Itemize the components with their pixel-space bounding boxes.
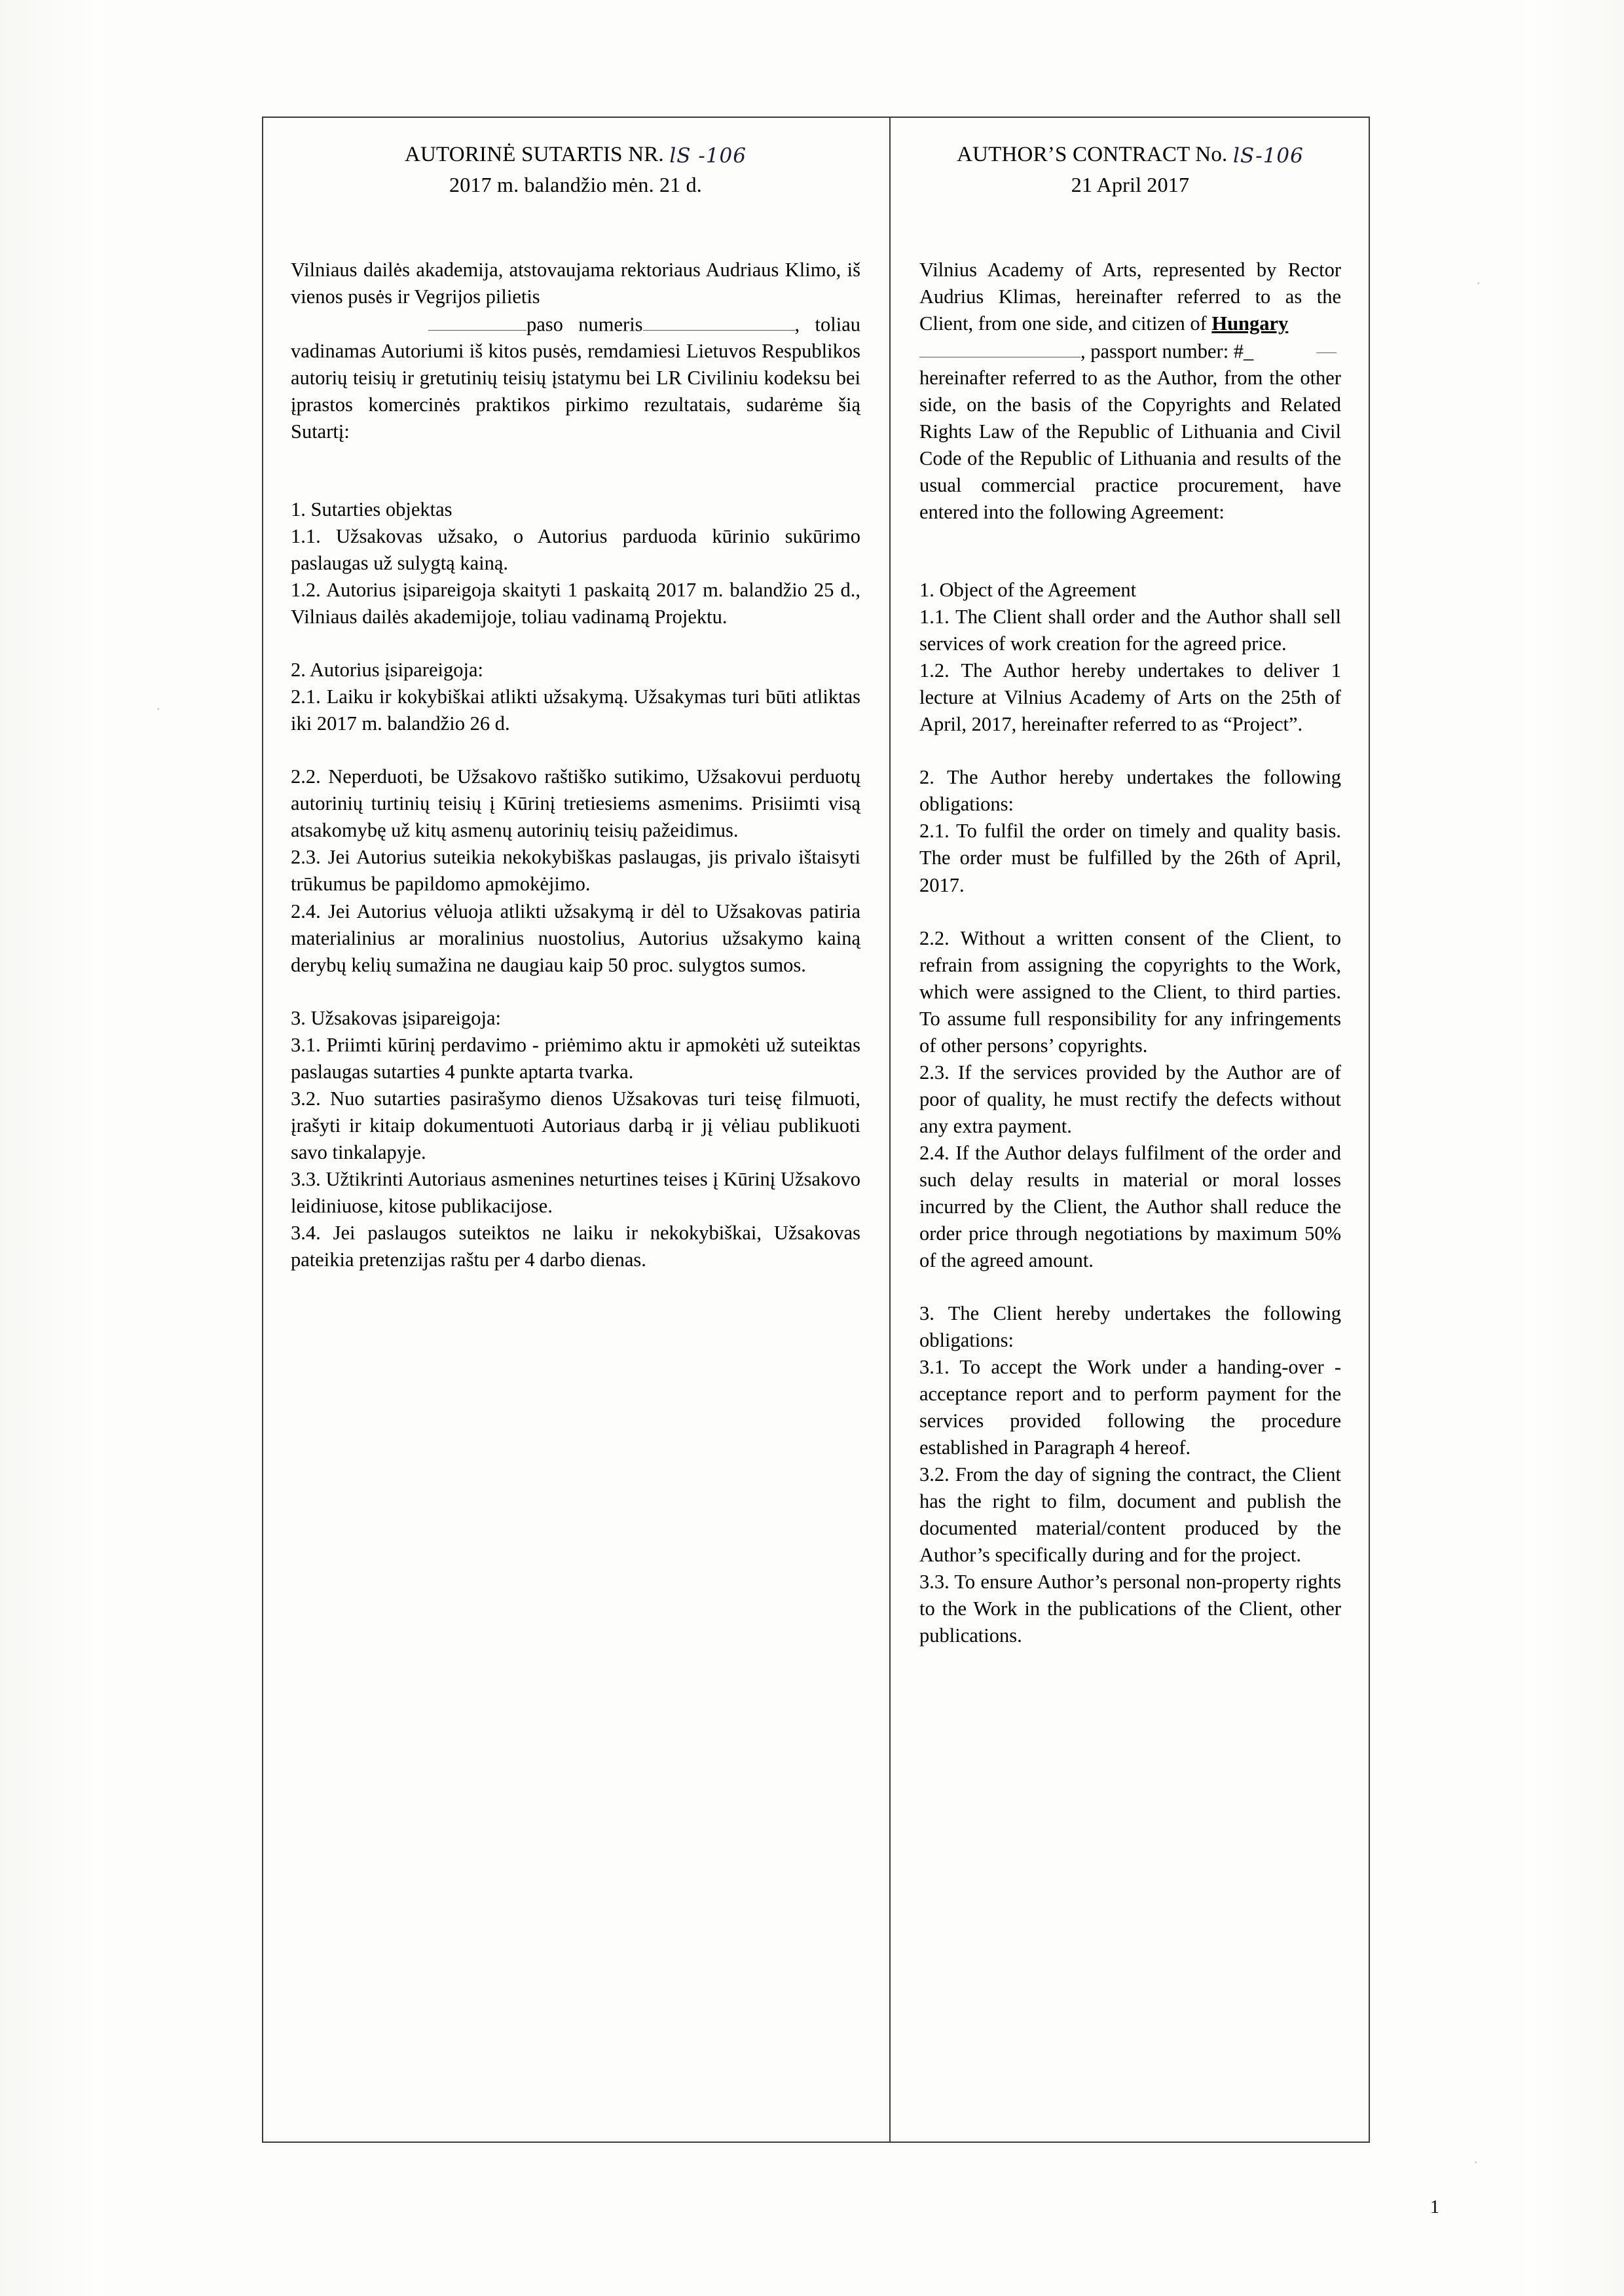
scan-edge-right (1526, 0, 1624, 2296)
lithuanian-title-text: AUTORINĖ SUTARTIS NR. (404, 143, 664, 166)
lithuanian-clause-1-2: 1.2. Autorius įsipareigoja skaityti 1 paskaitą 2017 m. balandžio 25 d., Vilniaus dailės akademijoje, toliau vadinamą Projektu. (291, 579, 860, 629)
lithuanian-contract-number-handwritten: lS -106 (669, 144, 747, 168)
english-title-block (919, 140, 1341, 199)
english-title-text: AUTHOR’S CONTRACT No. (957, 143, 1228, 166)
english-body (919, 257, 1341, 1649)
scan-speck: · (1473, 2154, 1479, 2170)
lithuanian-clause-3-4: 3.4. Jei paslaugos suteiktos ne laiku ir nekokybiškai, Užsakovas pateikia pretenzijas raštu per 4 darbo dienas. (291, 1221, 860, 1271)
lithuanian-passport-line (291, 310, 860, 446)
english-section-3-heading: 3. The Client hereby undertakes the following obligations: (919, 1302, 1341, 1351)
english-clause-1-2: 1.2. The Author hereby undertakes to deliver 1 lecture at Vilnius Academy of Arts on the 25th of April, 2017, hereinafter referred to as “Project”. (919, 659, 1341, 736)
english-clause-3-2: 3.2. From the day of signing the contract, the Client has the right to film, document and publish the documented material/content produced by the Author’s specifically during and for the project. (919, 1463, 1341, 1566)
english-clause-2-4: 2.4. If the Author delays fulfilment of the order and such delay results in material or moral losses incurred by the Client, the Author shall reduce the order price through negotiations by maximum 50% of the agreed amount. (919, 1141, 1341, 1271)
page-number: 1 (1430, 2197, 1439, 2217)
english-clause-2-2: 2.2. Without a written consent of the Client, to refrain from assigning the copyrights to the Work, which were assigned to the Client, to third parties. To assume full responsibility for any infringements of other persons’ copyrights. (919, 926, 1341, 1057)
lithuanian-clause-2-2: 2.2. Neperduoti, be Užsakovo raštiško sutikimo, Užsakovui perduotų autorinių turtinių teisių į Kūrinį tretiesiems asmenims. Prisiimti visą atsakomybę už kitų asmenų autorinių teisių pažeidimus. (291, 765, 860, 842)
lithuanian-preamble-part1: Vilniaus dailės akademija, atstovaujama rektoriaus Audriaus Klimo, iš vienos pusės ir Vegrijos pilietis (291, 258, 860, 308)
english-contract-title (919, 140, 1341, 170)
passport-number-blank-lt[interactable] (643, 310, 795, 331)
lithuanian-title-block (291, 140, 860, 199)
lithuanian-body (291, 257, 860, 1273)
english-country-field[interactable]: Hungary (1211, 312, 1289, 335)
english-section-2-heading: 2. The Author hereby undertakes the following obligations: (919, 766, 1341, 816)
english-clause-3-1: 3.1. To accept the Work under a handing-over - acceptance report and to perform payment for the services provided following the procedure established in Paragraph 4 hereof. (919, 1355, 1341, 1459)
scan-speck: · (156, 701, 161, 717)
lithuanian-clause-2-1: 2.1. Laiku ir kokybiškai atlikti užsakymą. Užsakymas turi būti atliktas iki 2017 m. balandžio 26 d. (291, 685, 860, 735)
spacer (919, 738, 1341, 764)
english-column (891, 117, 1370, 1649)
lithuanian-passport-label: paso numeris (526, 313, 643, 336)
spacer (291, 737, 860, 763)
lithuanian-clause-2-3: 2.3. Jei Autorius suteikia nekokybiškas paslaugas, jis privalo ištaisyti trūkumus be papildomo apmokėjimo. (291, 846, 860, 896)
lithuanian-clause-1-1: 1.1. Užsakovas užsako, o Autorius parduoda kūrinio sukūrimo paslaugas už sulygtą kainą. (291, 525, 860, 575)
english-passport-line: , passport number: #_ — (919, 337, 1341, 365)
lithuanian-contract-date: 2017 m. balandžio mėn. 21 d. (449, 172, 702, 196)
spacer (919, 526, 1341, 577)
english-passport-label: , passport number: #_ (1080, 340, 1254, 363)
lithuanian-clause-2-4: 2.4. Jei Autorius vėluoja atlikti užsakymą ir dėl to Užsakovas patiria materialinius ar moralinius nuostolius, Autorius užsakymo kainą derybų kelių sumažina ne daugiau kaip 50 proc. sulygtos sumos. (291, 900, 860, 976)
lithuanian-section-3-heading: 3. Užsakovas įsipareigoja: (291, 1006, 502, 1029)
spacer (919, 1274, 1341, 1300)
lithuanian-section-1-heading: 1. Sutarties objektas (291, 498, 452, 521)
english-preamble-part1: Vilnius Academy of Arts, represented by Rector Audrius Klimas, hereinafter referred to as the Client, from one side, and citizen of (919, 258, 1341, 335)
spacer (291, 206, 860, 257)
lithuanian-preamble-part2: , toliau vadinamas Autoriumi iš kitos pusės, remdamiesi Lietuvos Respublikos autorių teisių ir gretutinių teisių įstatymu bei LR Civiliniu kodeksu bei įprastos komercinės praktikos pirkimo rezultatais, sudarėme šią Sutartį: (291, 313, 860, 443)
spacer (291, 445, 860, 496)
english-preamble-line (919, 257, 1341, 337)
scan-speck: · (1476, 275, 1481, 291)
spacer (291, 979, 860, 1005)
english-clause-2-1: 2.1. To fulfil the order on timely and quality basis. The order must be fulfilled by the 26th of April, 2017. (919, 820, 1341, 896)
lithuanian-clause-3-1: 3.1. Priimti kūrinį perdavimo - priėmimo aktu ir apmokėti už suteiktas paslaugas sutarties 4 punkte aptarta tvarka. (291, 1033, 860, 1083)
english-clause-2-3: 2.3. If the services provided by the Author are of poor of quality, he must rectify the defects without any extra payment. (919, 1061, 1341, 1137)
lithuanian-contract-title (291, 140, 860, 170)
passport-blank-field-lt[interactable] (428, 310, 526, 331)
lithuanian-clause-3-2: 3.2. Nuo sutarties pasirašymo dienos Užsakovas turi teisę filmuoti, įrašyti ir kitaip dokumentuoti Autoriaus darbą ir jį vėliau publikuoti savo tinkalapyje. (291, 1087, 860, 1163)
lithuanian-section-2-heading: 2. Autorius įsipareigoja: (291, 659, 483, 682)
english-contract-number-handwritten: lS-106 (1232, 144, 1304, 168)
english-clause-1-1: 1.1. The Client shall order and the Author shall sell services of work creation for the agreed price. (919, 606, 1341, 655)
spacer (919, 206, 1341, 257)
lithuanian-clause-3-3: 3.3. Užtikrinti Autoriaus asmenines neturtines teises į Kūrinį Užsakovo leidiniuose, kitose publikacijose. (291, 1167, 860, 1217)
english-clause-3-3: 3.3. To ensure Author’s personal non-property rights to the Work in the publications of the Client, other publications. (919, 1570, 1341, 1647)
passport-blank-field-en[interactable] (919, 337, 1080, 358)
english-contract-date: 21 April 2017 (1071, 172, 1190, 196)
spacer (291, 630, 860, 657)
english-section-1-heading: 1. Object of the Agreement (919, 579, 1137, 602)
lithuanian-column (262, 117, 889, 1273)
scan-edge-left (0, 0, 105, 2296)
english-preamble-part2: hereinafter referred to as the Author, from the other side, on the basis of the Copyrights and Related Rights Law of the Republic of Lithuania and Civil Code of the Republic of Lithuania and results of the usual commercial practice procurement, have entered into the following Agreement: (919, 367, 1341, 524)
spacer (919, 899, 1341, 925)
